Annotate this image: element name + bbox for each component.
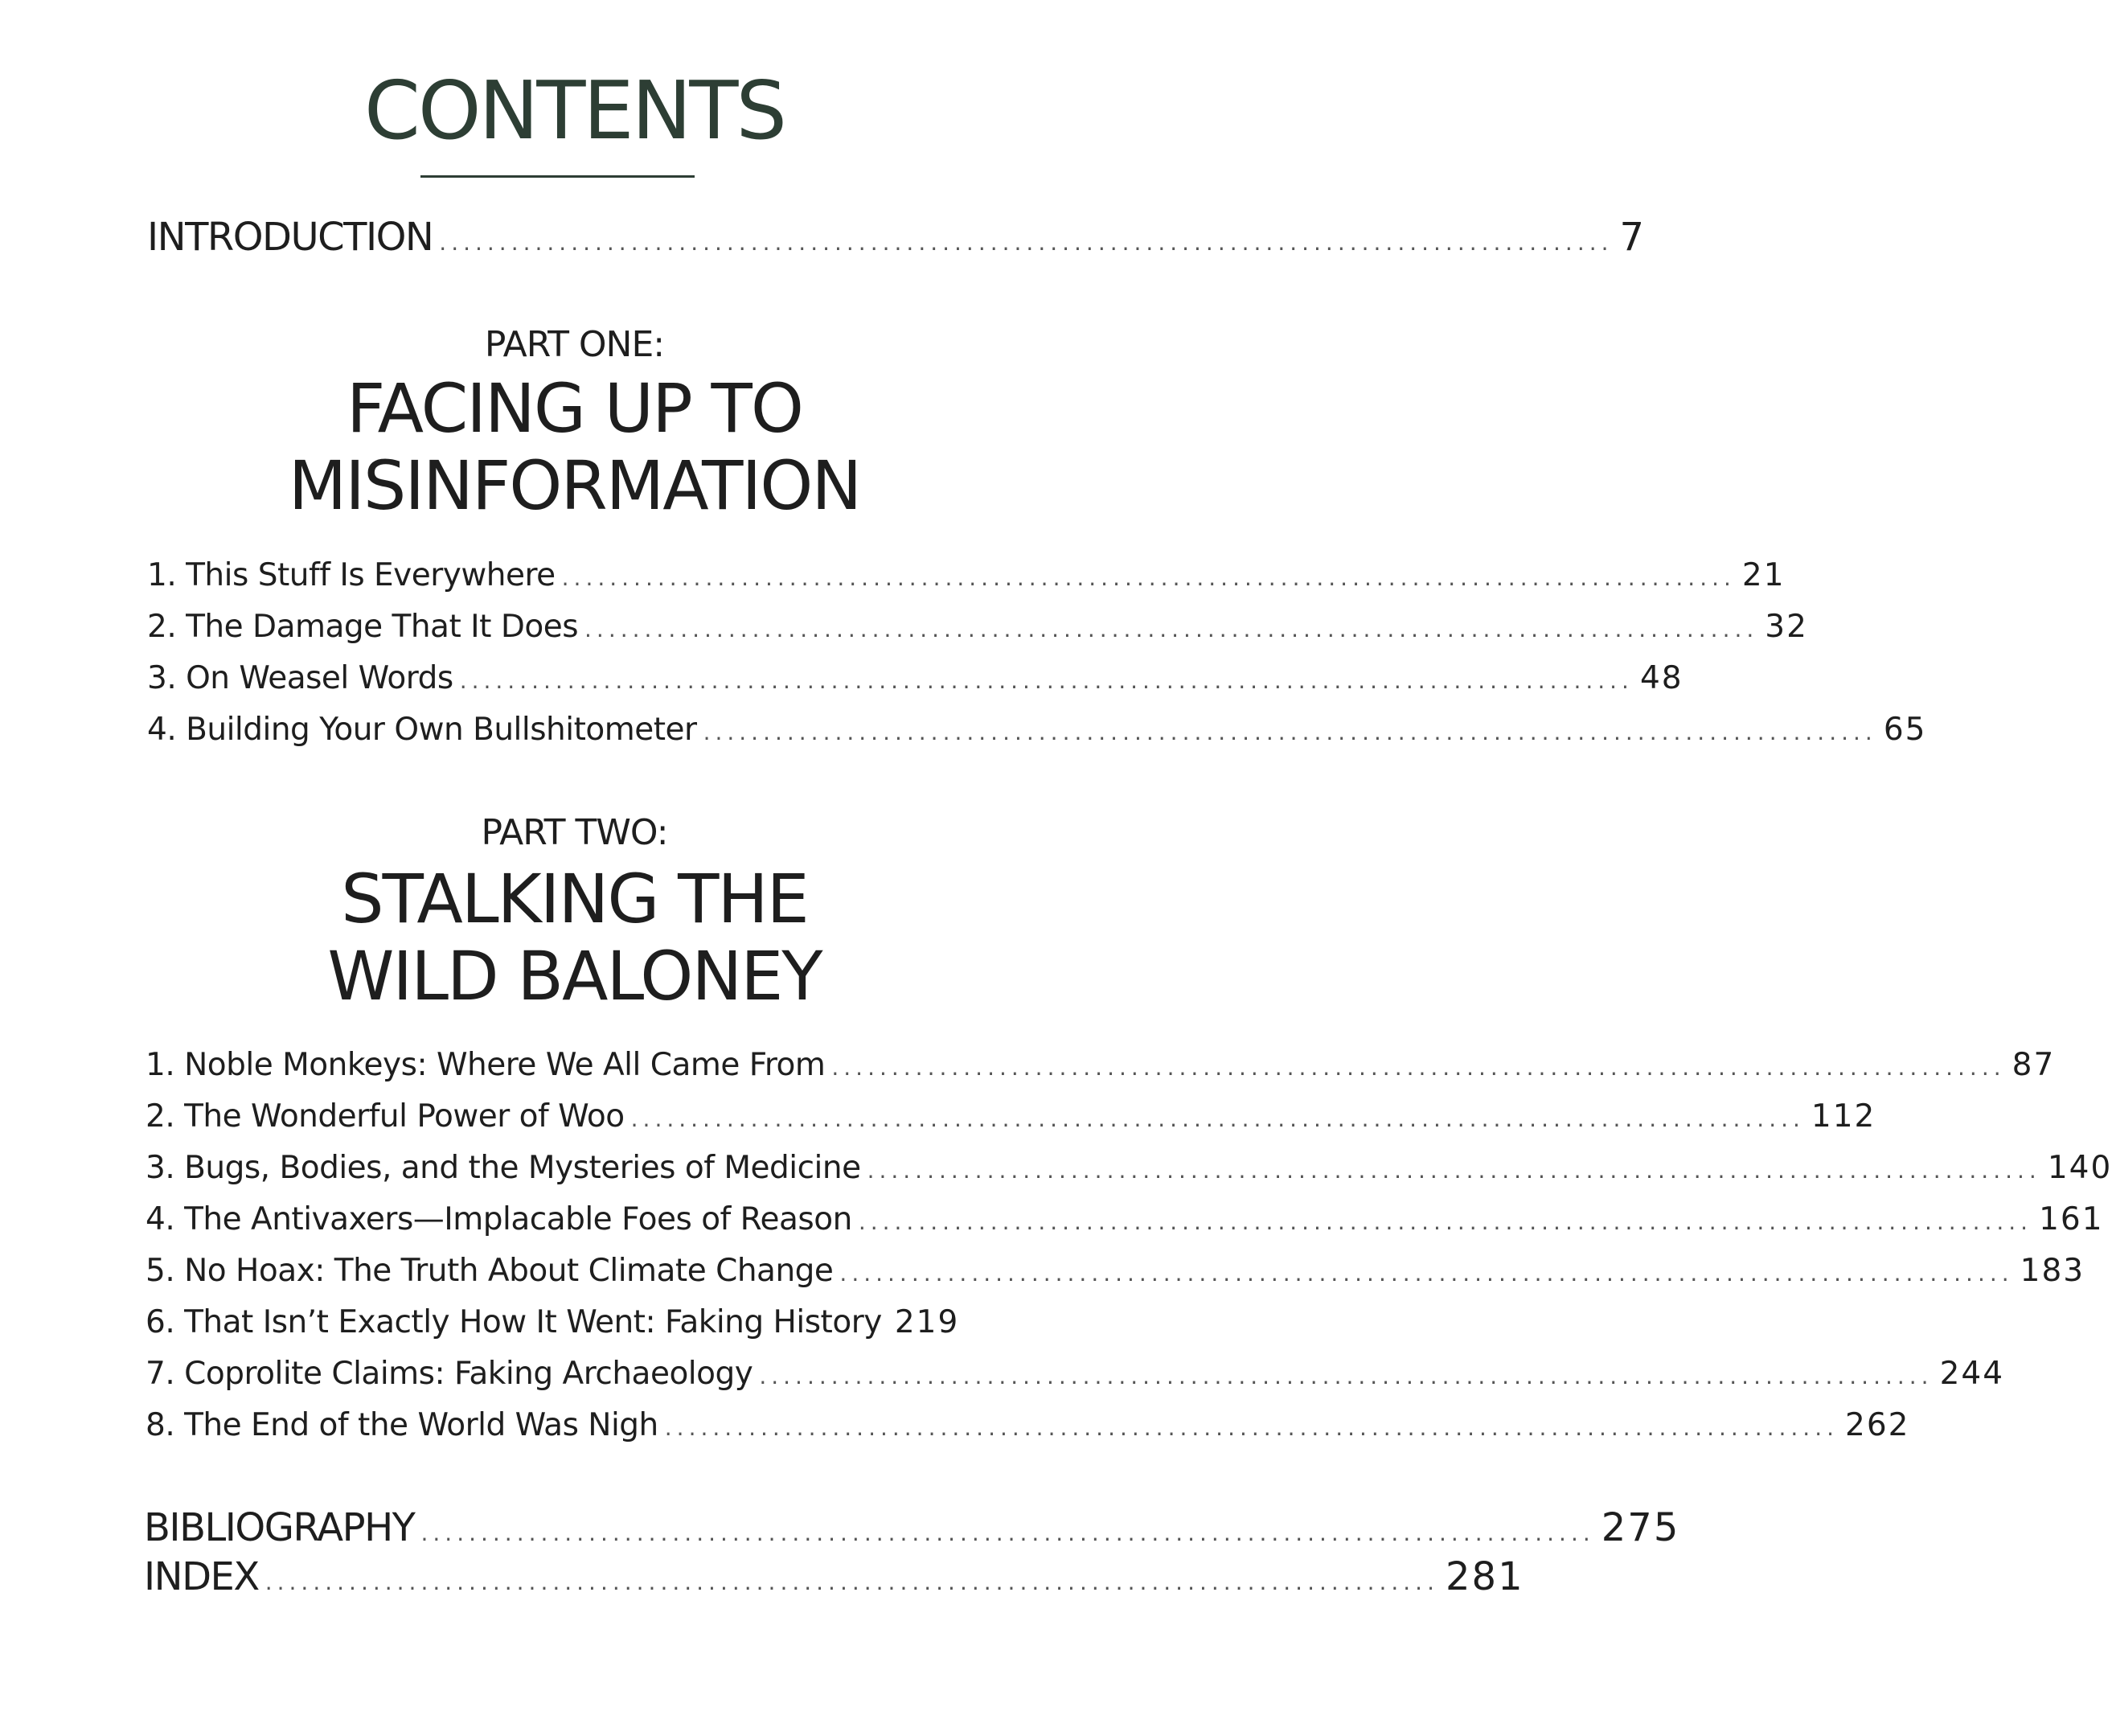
toc-page-number: 183 — [2020, 1253, 2085, 1289]
toc-page-number: 281 — [1445, 1554, 1524, 1599]
part-one-label: PART ONE: — [484, 324, 665, 365]
toc-page-number: 275 — [1601, 1505, 1680, 1550]
toc-entry-introduction[interactable] — [147, 215, 1647, 260]
toc-entry-label: INTRODUCTION — [147, 215, 433, 260]
toc-page-number: 219 — [894, 1304, 960, 1340]
toc-entry-label: 3. On Weasel Words — [147, 660, 453, 696]
dot-leader: .................................................................................................. — [630, 1106, 1805, 1132]
toc-entry-label: 2. The Wonderful Power of Woo — [146, 1098, 625, 1135]
toc-entry-label: 1. Noble Monkeys: Where We All Came From — [146, 1047, 826, 1083]
toc-entry-label: 2. The Damage That It Does — [147, 609, 579, 645]
toc-page-number: 140 — [2047, 1150, 2112, 1186]
toc-page-number: 7 — [1619, 215, 1647, 260]
part-two-title-line-2: WILD BALONEY — [327, 937, 822, 1016]
toc-entry-part-two-chapter-1[interactable] — [146, 1047, 2056, 1083]
dot-leader: .................................................................................................. — [858, 1209, 2033, 1235]
toc-page-number: 262 — [1845, 1407, 1910, 1443]
toc-entry-part-one-chapter-4[interactable] — [147, 712, 1927, 748]
toc-entry-part-two-chapter-7[interactable] — [146, 1356, 2005, 1392]
dot-leader: .................................................................................................. — [831, 1054, 2006, 1081]
dot-leader: .................................................................................................. — [420, 1520, 1595, 1546]
toc-entry-part-two-chapter-8[interactable] — [146, 1407, 1910, 1443]
toc-entry-label: 1. This Stuff Is Everywhere — [147, 557, 556, 593]
part-one-title-line-1: FACING UP TO — [347, 369, 802, 448]
toc-entry-label: 4. Building Your Own Bullshitometer — [147, 712, 697, 748]
toc-entry-part-two-chapter-6[interactable] — [146, 1304, 958, 1340]
toc-page-number: 244 — [1939, 1356, 2005, 1392]
toc-entry-part-one-chapter-3[interactable] — [147, 660, 1683, 696]
toc-page-number: 21 — [1741, 557, 1786, 593]
toc-entry-part-two-chapter-3[interactable] — [146, 1150, 2112, 1186]
toc-entry-label: 3. Bugs, Bodies, and the Mysteries of Medicine — [146, 1150, 861, 1186]
toc-entry-part-one-chapter-1[interactable] — [147, 557, 1786, 593]
part-two-label: PART TWO: — [481, 812, 668, 853]
toc-page-number: 161 — [2039, 1201, 2104, 1237]
toc-entry-part-one-chapter-2[interactable] — [147, 609, 1808, 645]
dot-leader: .................................................................................................. — [703, 719, 1877, 745]
toc-entry-part-two-chapter-2[interactable] — [146, 1098, 1876, 1135]
dot-leader: .................................................................................................. — [459, 667, 1634, 694]
dot-leader: .................................................................................................. — [839, 1260, 2014, 1287]
toc-entry-label: INDEX — [144, 1554, 259, 1599]
dot-leader: .................................................................................................. — [867, 1157, 2041, 1184]
toc-page-number: 48 — [1639, 660, 1683, 696]
toc-page-number: 32 — [1765, 609, 1808, 645]
toc-page-number: 112 — [1811, 1098, 1876, 1135]
dot-leader: .................................................................................................. — [439, 229, 1614, 256]
part-one-title-line-2: MISINFORMATION — [288, 446, 861, 525]
dot-leader: .................................................................................................. — [265, 1569, 1439, 1595]
part-one-title — [0, 370, 1149, 524]
toc-entry-label: 5. No Hoax: The Truth About Climate Change — [146, 1253, 834, 1289]
dot-leader: .................................................................................................. — [759, 1363, 1934, 1389]
toc-page-number: 87 — [2012, 1047, 2056, 1083]
part-two-title-line-1: STALKING THE — [341, 860, 808, 938]
title-divider — [420, 175, 695, 178]
toc-entry-part-two-chapter-4[interactable] — [146, 1201, 2104, 1237]
toc-entry-label: 4. The Antivaxers—Implacable Foes of Reason — [146, 1201, 852, 1237]
page-title: CONTENTS — [364, 64, 785, 158]
dot-leader: .................................................................................................. — [664, 1414, 1839, 1441]
dot-leader: .................................................................................................. — [584, 616, 1759, 642]
toc-page-number: 65 — [1883, 712, 1927, 748]
toc-entry-bibliography[interactable] — [144, 1505, 1680, 1550]
dot-leader: .................................................................................................. — [561, 564, 1736, 591]
toc-entry-label: BIBLIOGRAPHY — [144, 1505, 415, 1550]
part-two-title — [0, 860, 1149, 1015]
toc-entry-label: 7. Coprolite Claims: Faking Archaeology — [146, 1356, 753, 1392]
toc-entry-index[interactable] — [144, 1554, 1524, 1599]
toc-entry-part-two-chapter-5[interactable] — [146, 1253, 2085, 1289]
toc-entry-label: 8. The End of the World Was Nigh — [146, 1407, 658, 1443]
toc-entry-label: 6. That Isn’t Exactly How It Went: Faking History — [146, 1304, 882, 1340]
